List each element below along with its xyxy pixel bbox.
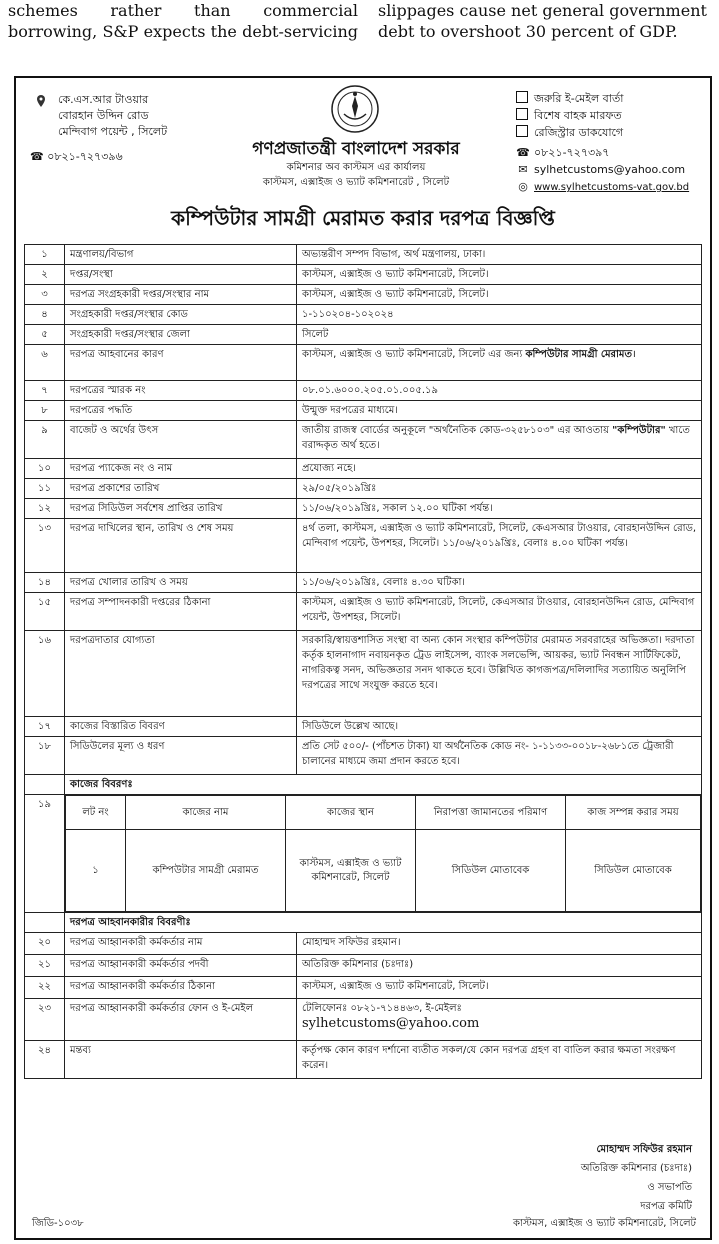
serial-number: ১৪ [25,573,65,593]
table-row [25,999,702,1041]
table-row [25,955,702,977]
serial-number: ২৩ [25,999,65,1041]
government-title: গণপ্রজাতন্ত্রী বাংলাদেশ সরকার [252,139,460,159]
row-value [297,999,702,1041]
row-label: দরপত্র প্রকাশের তারিখ [65,479,297,499]
serial-number: ৬ [25,345,65,381]
signatory-name: মোহাম্মদ সফিউর রহমান [596,1144,692,1155]
gd-code: জিডি-১০৩৮ [32,1218,84,1229]
table-row [25,325,702,345]
notice-title: কম্পিউটার সামগ্রী মেরামত করার দরপত্র বিজ্ঞপ্তি [171,206,555,230]
table-row [25,285,702,305]
table-row [25,499,702,519]
phone-icon: ☎ [516,146,530,159]
row-label: সিডিউলের মূল্য ও ধরণ [65,737,297,775]
serial-number: ৭ [25,381,65,401]
table-row [25,933,702,955]
table-row [25,459,702,479]
table-row [25,421,702,459]
row-label: সংগ্রহকারী দপ্তর/সংস্থার জেলা [65,325,297,345]
phone-right-number: ০৮২১-৭২৭৩৯৭ [534,146,610,159]
table-row [25,305,702,325]
row-label: সংগ্রহকারী দপ্তর/সংস্থার কোড [65,305,297,325]
serial-number: ১৫ [25,593,65,631]
delivery-option [516,124,623,141]
checkbox-icon [516,108,528,120]
news-right-column [378,0,714,42]
serial-number: ১১ [25,479,65,499]
contact-phone [516,144,689,161]
serial-number: ৮ [25,401,65,421]
work-table-cell [65,795,702,913]
row-label: দরপত্রের পদ্ধতি [65,401,297,421]
row-label: দরপত্র সম্পাদনকারী দপ্তরের ঠিকানা [65,593,297,631]
row-label: দরপত্রদাতার যোগ্যতা [65,631,297,717]
row-value: প্রতি সেট ৫০০/- (পাঁচশত টাকা) যা অর্থনৈতিক কোড নং- ১-১১৩৩-০০১৮-২৬৮১তে ট্রেজারী চালানের মাধ্যমে জমা প্রদান করতে হবে। [297,737,702,775]
value-text: কাস্টমস, এক্সাইজ ও ভ্যাট কমিশনারেট, সিলেট এর জন্য [302,349,526,360]
tender-notice [14,76,712,1240]
signature-block [581,1140,692,1216]
row-value: মোহাম্মদ সফিউর রহমান। [297,933,702,955]
column-header: লট নং [66,796,126,830]
table-row [25,573,702,593]
row-label: দরপত্রের স্মারক নং [65,381,297,401]
contact-website [516,178,689,196]
checkbox-icon [516,91,528,103]
value-emphasis: "কম্পিউটার" [612,425,666,436]
checkbox-icon [516,125,528,137]
table-row [25,401,702,421]
table-row [25,717,702,737]
row-value: ৪র্থ তলা, কাস্টমস, এক্সাইজ ও ভ্যাট কমিশনারেট, সিলেট, কেএসআর টাওয়ার, বোরহানউদ্দিন রোড, মেন্দিবাগ পয়েন্ট, উপশহর, সিলেট। ১১/০৬/২০১৯খ্রিঃ, বেলাঃ ৪.০০ ঘটিকা পর্যন্ত। [297,519,702,573]
row-label: দরপত্র প্যাকেজ নং ও নাম [65,459,297,479]
delivery-option-label: রেজিস্ট্রার ডাকযোগে [534,126,624,139]
work-header-row [66,796,701,830]
serial-number: ৫ [25,325,65,345]
serial-number: ২৪ [25,1041,65,1079]
row-value: কাস্টমস, এক্সাইজ ও ভ্যাট কমিশনারেট, সিলেট। [297,977,702,999]
row-value: প্রযোজ্য নহে। [297,459,702,479]
serial-number: ২২ [25,977,65,999]
globe-icon: ◎ [518,180,528,193]
serial-number: ১৮ [25,737,65,775]
row-label: দরপত্র আহ্বানকারী কর্মকর্তার নাম [65,933,297,955]
phone-email-text: টেলিফোনঃ ০৮২১-৭১৪৪৬৩, ই-মেইলঃ [302,1003,462,1014]
table-row [25,1041,702,1079]
row-value: কাস্টমস, এক্সাইজ ও ভ্যাট কমিশনারেট, সিলেট। [297,265,702,285]
news-left-line: schemes rather than commercial [8,1,358,20]
serial-number: ১০ [25,459,65,479]
email-address: sylhetcustoms@yahoo.com [534,163,686,176]
row-value: সরকারি/স্বায়ত্তশাসিত সংস্থা বা অন্য কোন সংস্থার কম্পিউটার মেরামত সরবরাহের অভিজ্ঞতা। দরদাতা কর্তৃক হালনাগাদ নবায়নকৃত ট্রেড লাইসেন্স, ব্যাংক সলভেন্সি, আয়কর, ভ্যাট নিবন্ধন সার্টিফিকেট, নাগরিকত্ব সনদ, অভিজ্ঞতার সনদ থাকতে হবে। উল্লিখিত কাগজপত্র/দলিলাদির সত্যায়িত অনুলিপি দরপত্রের সাথে সংযুক্ত করতে হবে। [297,631,702,717]
serial-number: ৪ [25,305,65,325]
delivery-option-label: জরুরি ই-মেইল বার্তা [534,92,624,105]
phone-left [30,148,123,167]
row-value: সিলেট [297,325,702,345]
row-label: দপ্তর/সংস্থা [65,265,297,285]
footer-office: কাস্টমস, এক্সাইজ ও ভ্যাট কমিশনারেট, সিলেট [513,1218,696,1229]
work-table-row [25,795,702,913]
row-label: দরপত্র দাখিলের স্থান, তারিখ ও শেষ সময় [65,519,297,573]
website-url: www.sylhetcustoms-vat.gov.bd [534,182,690,193]
delivery-option-label: বিশেষ বাহক মারফত [534,109,622,122]
row-value: ১১/০৬/২০১৯খ্রিঃ, সকাল ১২.০০ ঘটিকা পর্যন্ত। [297,499,702,519]
table-row [25,631,702,717]
office-name: কমিশনার অব কাস্টমস এর কার্যালয় [286,162,426,173]
row-label: বাজেট ও অর্থের উৎস [65,421,297,459]
tender-table [24,244,702,1079]
serial-number: ১ [25,245,65,265]
row-value: ০৮.০১.৬০০০.২০৫.০১.০০৫.১৯ [297,381,702,401]
section-heading-row [25,775,702,795]
row-label: দরপত্র সিডিউল সর্বশেষ প্রাপ্তির তারিখ [65,499,297,519]
newspaper-strip [0,0,719,52]
phone-left-number: ০৮২১-৭২৭৩৯৬ [47,150,123,163]
empty-cell [25,775,65,795]
table-row [25,479,702,499]
officer-email: sylhetcustoms@yahoo.com [302,1016,480,1031]
commissionerate-name: কাস্টমস, এক্সাইজ ও ভ্যাট কমিশনারেট , সিলেট [262,177,450,188]
address-line: কে.এস.আর টাওয়ার [58,93,149,106]
table-row [25,265,702,285]
contact-email [516,161,689,178]
serial-number: ১২ [25,499,65,519]
news-right-line: debt to overshoot 30 percent of GDP. [378,22,678,41]
work-details-table [65,795,701,912]
table-row [25,593,702,631]
row-value: কাস্টমস, এক্সাইজ ও ভ্যাট কমিশনারেট, সিলেট, কেএসআর টাওয়ার, বোরহানউদ্দিন রোড, মেন্দিবাগ পয়েন্ট, উপশহর, সিলেট। [297,593,702,631]
envelope-icon: ✉ [518,163,528,176]
row-value: ১১/০৬/২০১৯খ্রিঃ, বেলাঃ ৪.৩০ ঘটিকা। [297,573,702,593]
value-tail: । [631,349,636,360]
row-label: দরপত্র আহবানের কারণ [65,345,297,381]
value-text: জাতীয় রাজস্ব বোর্ডের অনুকূলে "অর্থনৈতিক কোড-৩২৫৮১০৩" এর আওতায় [302,425,613,436]
delivery-option [516,90,623,107]
serial-number: ২ [25,265,65,285]
row-value: অভ্যন্তরীণ সম্পদ বিভাগ, অর্থ মন্ত্রণালয়, ঢাকা। [297,245,702,265]
address-line: মেন্দিবাগ পয়েন্ট , সিলেট [58,125,168,138]
serial-number: ২০ [25,933,65,955]
location-pin-icon [34,94,48,108]
row-label: দরপত্র সংগ্রহকারী দপ্তর/সংস্থার নাম [65,285,297,305]
row-label: দরপত্র আহ্বানকারী কর্মকর্তার ফোন ও ই-মেইল [65,999,297,1041]
phone-icon: ☎ [30,150,44,163]
row-label: কাজের বিস্তারিত বিবরণ [65,717,297,737]
row-value [297,421,702,459]
section-heading-row [25,913,702,933]
row-value [297,345,702,381]
table-row [25,977,702,999]
value-tail: খাতে বরাদ্দকৃত অর্থ হতে। [302,425,690,451]
row-label: মন্ত্রণালয়/বিভাগ [65,245,297,265]
address-line: বোরহান উদ্দিন রোড [58,109,149,122]
work-section-heading: কাজের বিবরণঃ [65,775,702,795]
delivery-options [516,90,623,141]
row-label: দরপত্র আহ্বানকারী কর্মকর্তার পদবী [65,955,297,977]
row-value: কর্তৃপক্ষ কোন কারণ দর্শানো ব্যতীত সকল/যে কোন দরপত্র গ্রহণ বা বাতিল করার ক্ষমতা সংরক্ষণ করেন। [297,1041,702,1079]
table-row [25,345,702,381]
row-value: উন্মুক্ত দরপত্রের মাধ্যমে। [297,401,702,421]
table-row [25,519,702,573]
serial-number: ২১ [25,955,65,977]
signatory-committee: দরপত্র কমিটি [640,1201,692,1212]
contact-info [516,144,689,196]
serial-number: ৯ [25,421,65,459]
column-header: কাজের নাম [126,796,286,830]
news-right-line: slippages cause net general government [378,1,707,20]
column-header: কাজের স্থান [286,796,416,830]
table-row [25,381,702,401]
signatory-designation: অতিরিক্ত কমিশনার (চঃদাঃ) [580,1163,692,1174]
news-left-column [8,0,358,42]
column-header: নিরাপত্তা জামানতের পরিমাণ [416,796,566,830]
serial-number: ১৩ [25,519,65,573]
row-value: ২৯/০৫/২০১৯খ্রিঃ [297,479,702,499]
news-left-line: borrowing, S&P expects the debt-servicing [8,22,358,41]
row-label: দরপত্র আহ্বানকারী কর্মকর্তার ঠিকানা [65,977,297,999]
table-row [25,245,702,265]
empty-cell [25,913,65,933]
inviter-section-heading: দরপত্র আহবানকারীর বিবরণীঃ [65,913,702,933]
table-cell: কাস্টমস, এক্সাইজ ও ভ্যাট কমিশনারেট, সিলেট [286,830,416,912]
row-label: দরপত্র খোলার তারিখ ও সময় [65,573,297,593]
table-cell: ১ [66,830,126,912]
serial-number: ১৬ [25,631,65,717]
table-cell: সিডিউল মোতাবেক [416,830,566,912]
row-value: অতিরিক্ত কমিশনার (চঃদাঃ) [297,955,702,977]
value-emphasis: কম্পিউটার সামগ্রী মেরামত [525,349,632,360]
row-value: সিডিউলে উল্লেখ আছে। [297,717,702,737]
work-data-row [66,830,701,912]
table-cell: কম্পিউটার সামগ্রী মেরামত [126,830,286,912]
delivery-option [516,107,623,124]
serial-number: ১৭ [25,717,65,737]
table-cell: সিডিউল মোতাবেক [566,830,701,912]
table-row [25,737,702,775]
row-value: কাস্টমস, এক্সাইজ ও ভ্যাট কমিশনারেট, সিলেট। [297,285,702,305]
serial-number: ৩ [25,285,65,305]
column-header: কাজ সম্পন্ন করার সময় [566,796,701,830]
government-emblem-icon [330,84,380,134]
serial-number: ১৯ [25,795,65,913]
row-label: মন্তব্য [65,1041,297,1079]
signatory-role: ও সভাপতি [647,1182,692,1193]
row-value: ১-১১০২০৪-১০২০২৪ [297,305,702,325]
